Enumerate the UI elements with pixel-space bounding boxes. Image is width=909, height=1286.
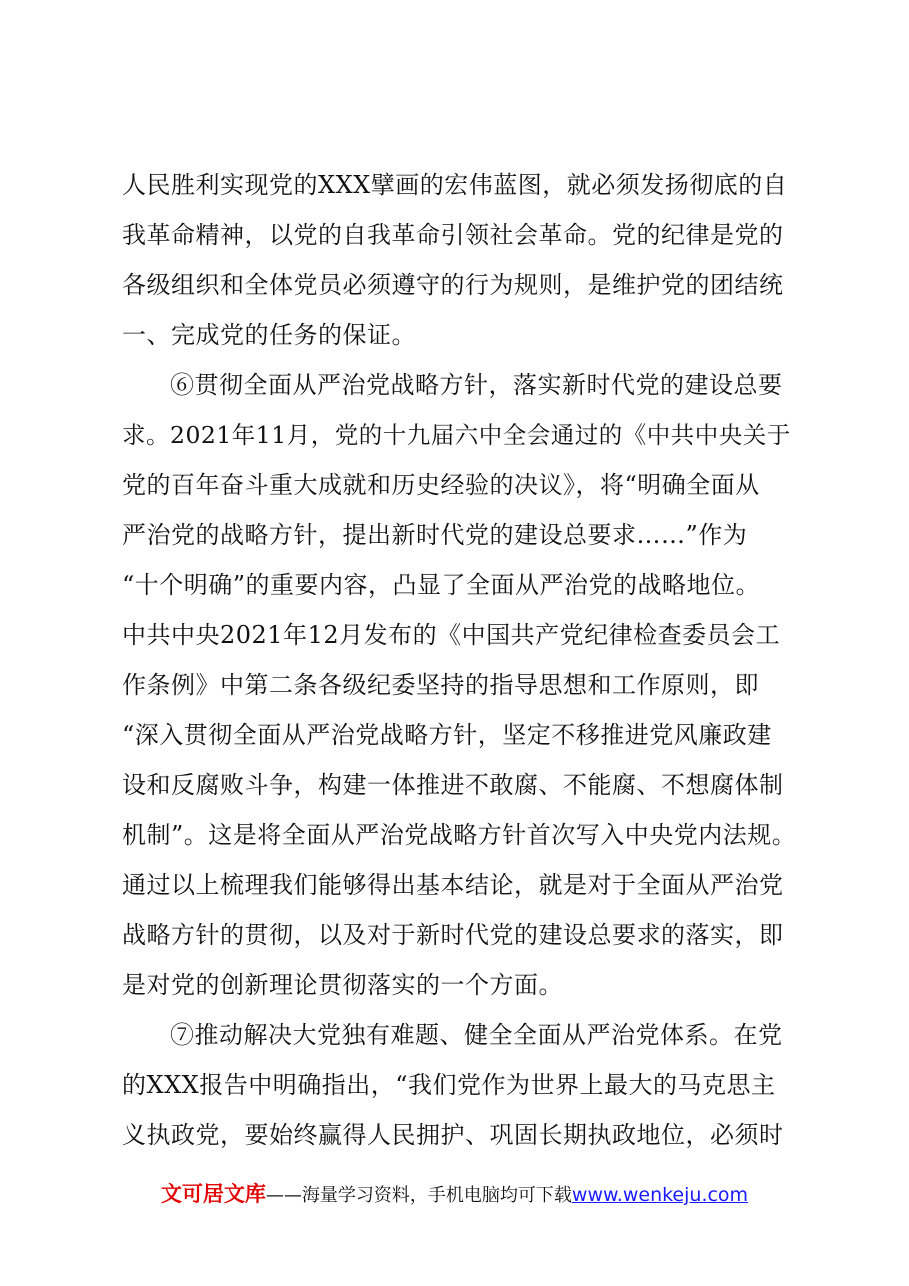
text-line: “十个明确”的重要内容，凸显了全面从严治党的战略地位。 — [122, 571, 761, 599]
text-line: 是对党的创新理论贯彻落实的一个方面。 — [122, 971, 563, 999]
text-line: 机制”。这是将全面从严治党战略方针首次写入中央党内法规。 — [122, 821, 797, 849]
text-line: 战略方针的贯彻，以及对于新时代党的建设总要求的落实，即 — [122, 921, 784, 949]
document-body — [122, 160, 802, 1160]
text-line: “深入贯彻全面从严治党战略方针，坚定不移推进党风廉政建 — [122, 721, 772, 749]
footer-url-link[interactable]: www.wenkeju.com — [571, 1184, 749, 1206]
footer-banner — [0, 1178, 909, 1208]
footer-slogan: 海量学习资料，手机电脑均可下载 — [301, 1185, 572, 1206]
text-line: 一、完成党的任务的保证。 — [122, 321, 416, 349]
text-line: 通过以上梳理我们能够得出基本结论，就是对于全面从严治党 — [122, 871, 784, 899]
text-line: 作条例》中第二条各级纪委坚持的指导思想和工作原则，即 — [122, 671, 759, 699]
text-line: 严治党的战略方针，提出新时代党的建设总要求……”作为 — [122, 521, 748, 549]
text-line: 党的百年奋斗重大成就和历史经验的决议》，将“明确全面从 — [122, 471, 760, 499]
text-line: 人民胜利实现党的XXX擘画的宏伟蓝图，就必须发扬彻底的自 — [122, 171, 788, 199]
text-line: 设和反腐败斗争，构建一体推进不敢腐、不能腐、不想腐体制 — [122, 771, 784, 799]
text-line: 义执政党，要始终赢得人民拥护、巩固长期执政地位，必须时 — [122, 1121, 784, 1149]
footer-brand: 文可居文库 — [160, 1182, 266, 1206]
text-line: ⑥贯彻全面从严治党战略方针，落实新时代党的建设总要 — [170, 371, 783, 399]
footer-dash: —— — [265, 1185, 302, 1206]
text-line: ⑦推动解决大党独有难题、健全全面从严治党体系。在党 — [170, 1021, 783, 1049]
text-line: 我革命精神，以党的自我革命引领社会革命。党的纪律是党的 — [122, 221, 784, 249]
text-line: 求。2021年11月，党的十九届六中全会通过的《中共中央关于 — [122, 421, 791, 449]
text-line: 的XXX报告中明确指出，“我们党作为世界上最大的马克思主 — [122, 1071, 776, 1099]
text-line: 各级组织和全体党员必须遵守的行为规则，是维护党的团结统 — [122, 271, 784, 299]
text-line: 中共中央2021年12月发布的《中国共产党纪律检查委员会工 — [122, 621, 781, 649]
